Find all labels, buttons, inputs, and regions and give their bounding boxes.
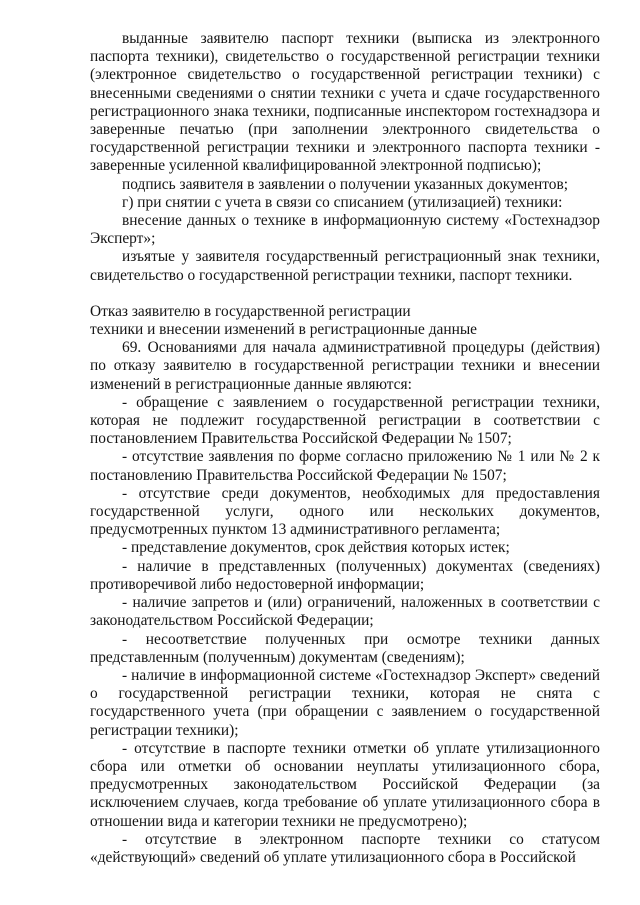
paragraph-data-entry-system: внесение данных о технике в информационную систему «Гостехнадзор Эксперт»; <box>90 212 600 248</box>
list-item-prohibitions: - наличие запретов и (или) ограничений, наложенных в соответствии с законодательством Российской Федерации; <box>90 594 600 630</box>
paragraph-deregistration-writeoff: г) при снятии с учета в связи со списанием (утилизацией) техники: <box>122 193 563 211</box>
list-item-not-subject-registration: - обращение с заявлением о государственной регистрации техники, которая не подлежит государственной регистрации в соответствии с постановлением Правительства Российской Федерации № 1507; <box>90 393 600 448</box>
list-item-inspection-mismatch: - несоответствие полученных при осмотре техники данных представленным (полученным) документам (сведениям); <box>90 630 600 666</box>
list-item-no-recycling-fee-mark: - отсутствие в паспорте техники отметки об уплате утилизационного сбора или отметки об основании неуплаты утилизационного сбора, предусмотренных законодательством Российской Федерации (за исключением случаев, когда требование об уплате утилизационного сбора в отношении вида и категории техники не предусмотрено); <box>90 739 600 830</box>
list-item-no-recycling-fee-epassport: - отсутствие в электронном паспорте техники со статусом «действующий» сведений об уплате утилизационного сбора в Российской <box>90 830 600 866</box>
paragraph-69-grounds: 69. Основаниями для начала административной процедуры (действия) по отказу заявителю в государственной регистрации техники и внесении изменений в регистрационные данные являются: <box>90 339 600 393</box>
paragraph-seized-items: изъятые у заявителя государственный регистрационный знак техники, свидетельство о государственной регистрации техники, паспорт техники. <box>90 248 600 284</box>
section-title-line-2: техники и внесении изменений в регистрационные данные <box>90 321 478 339</box>
list-item-missing-application: - отсутствие заявления по форме согласно приложению № 1 или № 2 к постановлению Правительства Российской Федерации № 1507; <box>90 448 600 484</box>
list-item-not-deregistered: - наличие в информационной системе «Гостехнадзор Эксперт» сведений о государственной регистрации техники, которая не снята с государственного учета (при обращении с заявлением о государственной регистрации техники); <box>90 666 600 739</box>
section-title-line-1: Отказ заявителю в государственной регистрации <box>90 302 411 320</box>
list-item-missing-documents: - отсутствие среди документов, необходимых для предоставления государственной услуги, одного или нескольких документов, предусмотренных пунктом 13 административного регламента; <box>90 484 600 539</box>
paragraph-issued-documents: выданные заявителю паспорт техники (выписка из электронного паспорта техники), свидетельство о государственной регистрации техники (электронное свидетельство о государственной регистрации техники) с внесенными сведениями о снятии техники с учета и сдаче государственного регистрационного знака техники, подписанные инспектором гостехнадзора и заверенные печатью (при заполнении электронного свидетельства о государственной регистрации техники и электронного паспорта техники - заверенные усиленной квалифицированной электронной подписью); <box>90 30 600 175</box>
list-item-contradictory-info: - наличие в представленных (полученных) документах (сведениях) противоречивой либо недостоверной информации; <box>90 557 600 593</box>
paragraph-applicant-signature: подпись заявителя в заявлении о получении указанных документов; <box>122 175 569 193</box>
document-body <box>90 30 600 867</box>
list-item-expired-documents: - представление документов, срок действия которых истек; <box>122 539 510 557</box>
section-title <box>90 303 600 339</box>
